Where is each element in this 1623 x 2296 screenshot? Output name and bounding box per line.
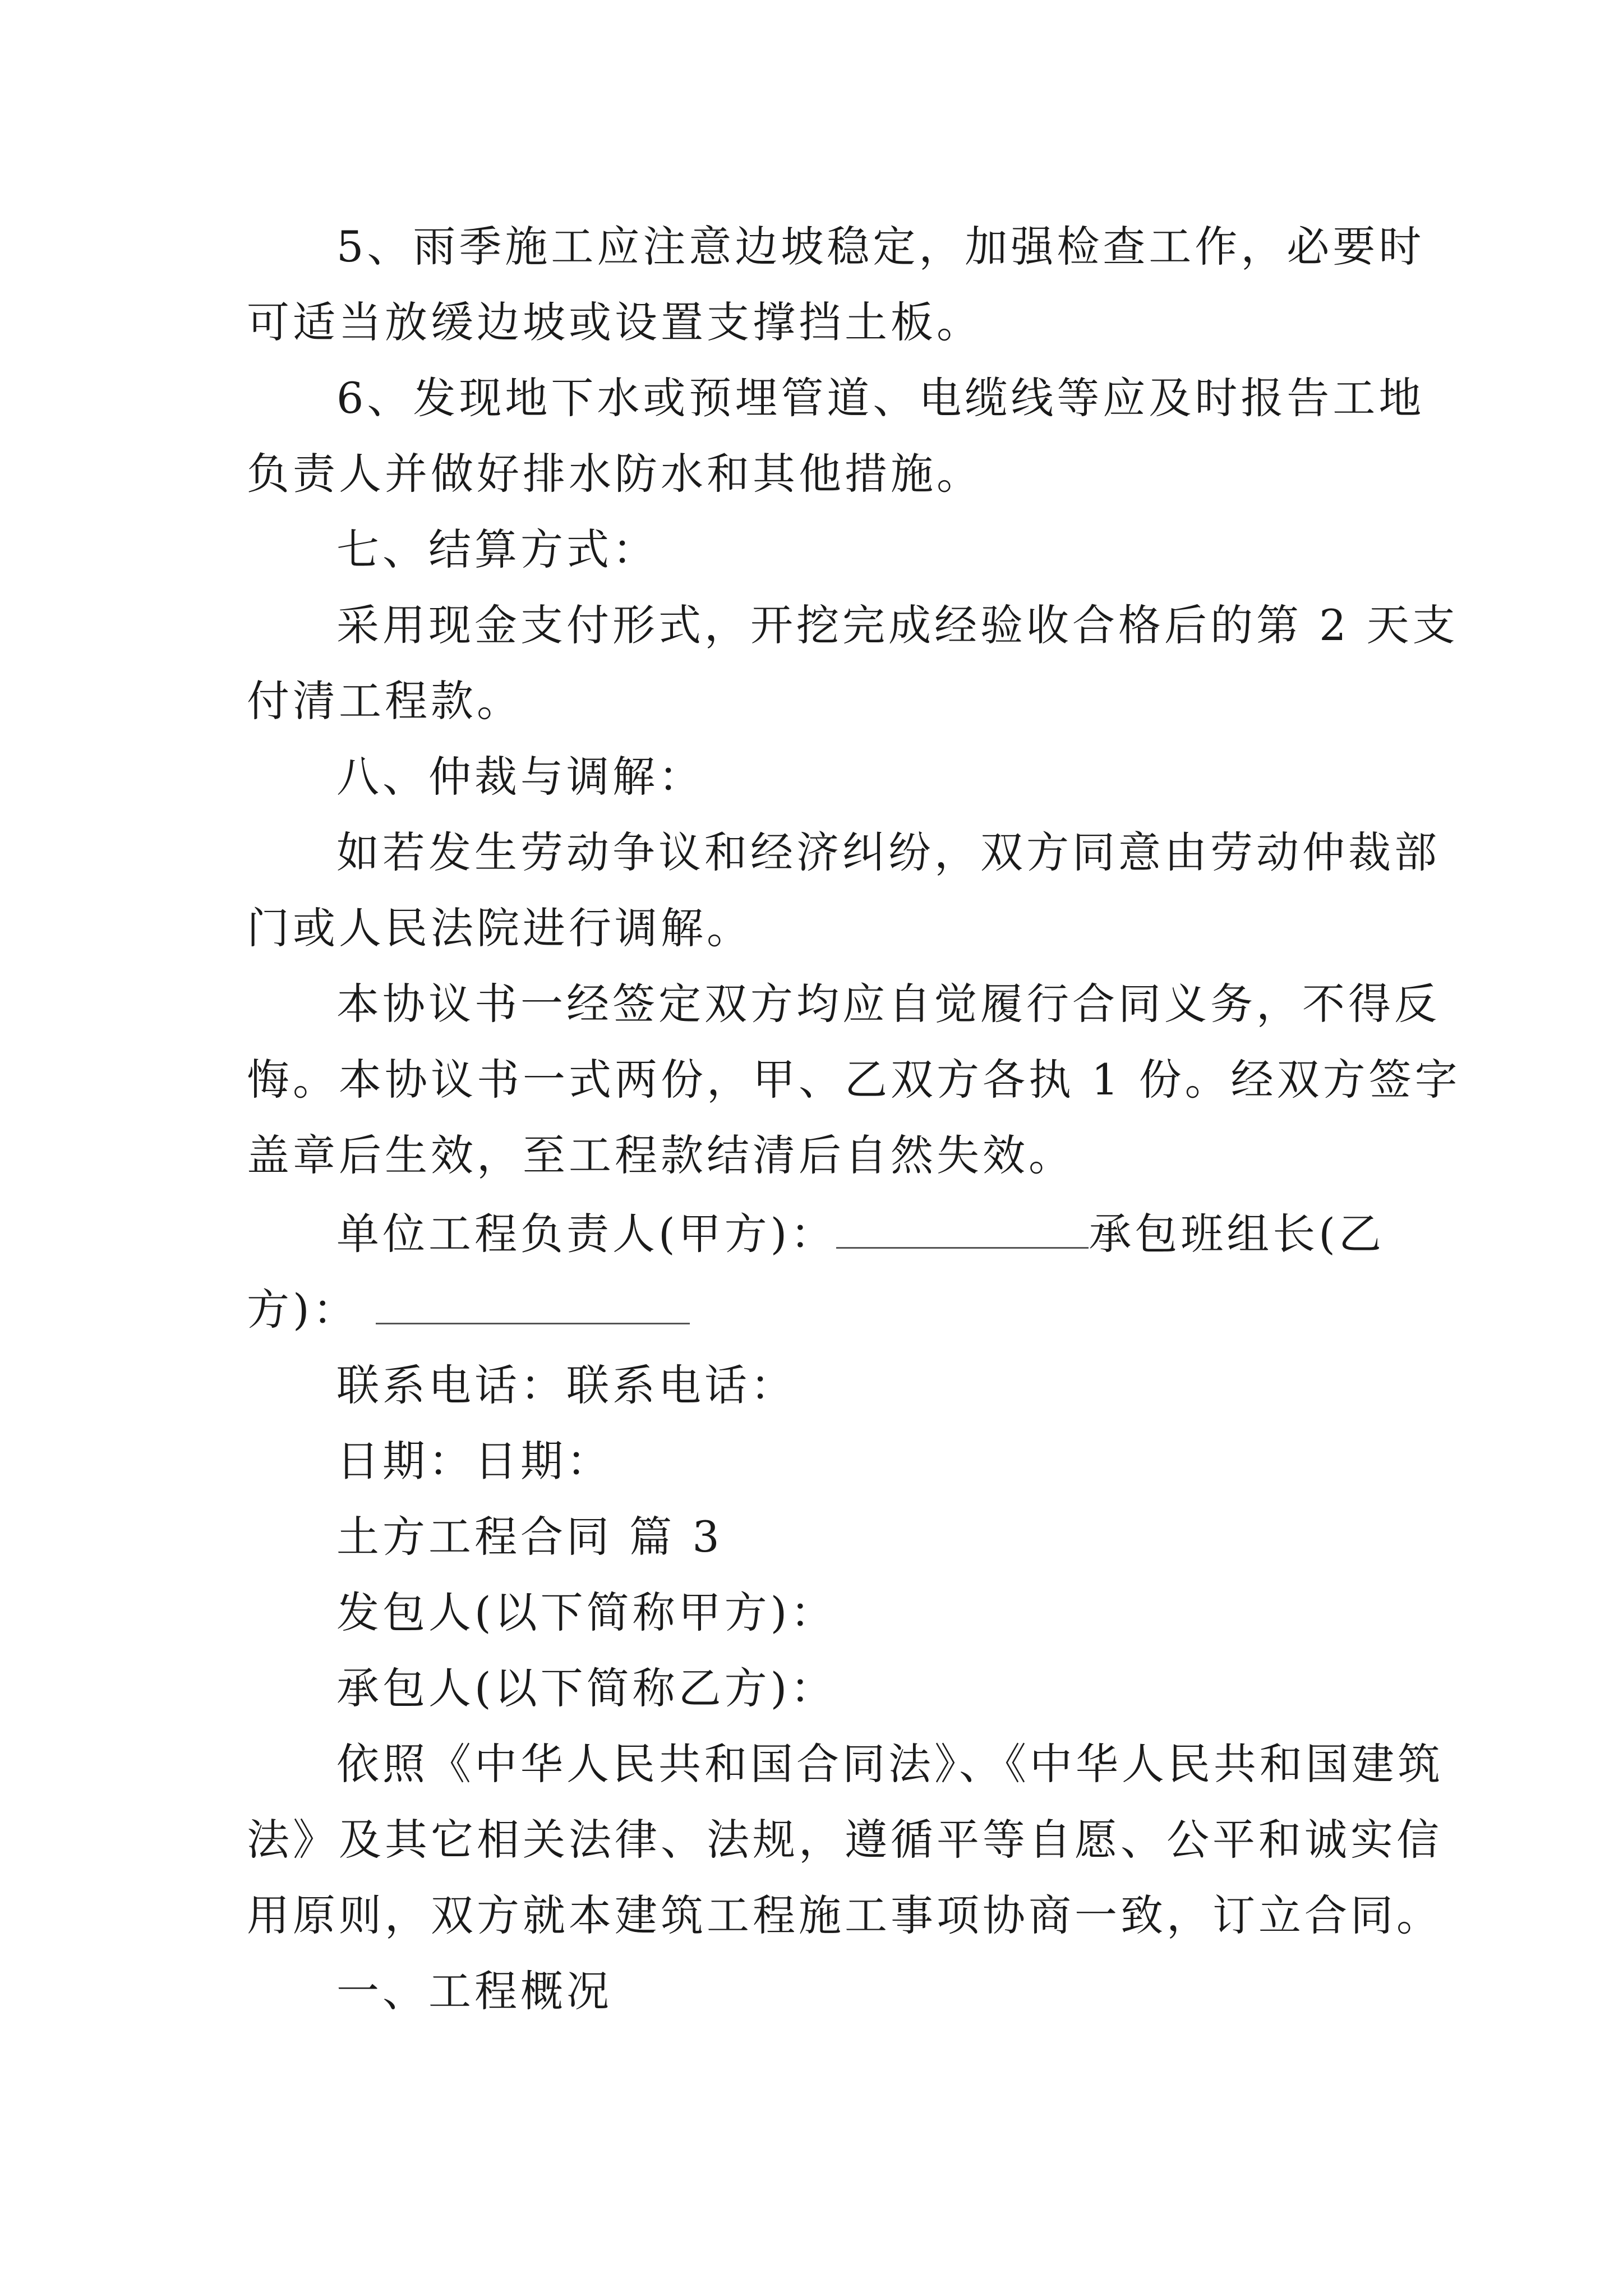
contract-title: 土方工程合同 篇 3	[336, 1512, 723, 1562]
paragraph-line: 付清工程款。	[247, 676, 523, 726]
signature-line-party-b	[247, 1282, 690, 1338]
paragraph-line: 采用现金支付形式，开挖完成经验收合格后的第 2 天支	[336, 600, 1459, 650]
paragraph-line: 负责人并做好排水防水和其他措施。	[247, 449, 983, 499]
contractor-line: 承包人(以下简称乙方)：	[336, 1663, 837, 1713]
section-heading-project-overview: 一、工程概况	[336, 1966, 612, 2016]
paragraph-line: 可适当放缓边坡或设置支撑挡土板。	[247, 297, 983, 347]
employer-line: 发包人(以下简称甲方)：	[336, 1588, 837, 1637]
paragraph-line: 5、雨季施工应注意边坡稳定，加强检查工作，必要时	[336, 222, 1425, 272]
paragraph-line: 用原则，双方就本建筑工程施工事项协商一致，订立合同。	[247, 1890, 1442, 1940]
paragraph-line: 6、发现地下水或预埋管道、电缆线等应及时报告工地	[336, 373, 1425, 423]
party-b-label: 承包班组长(乙	[1089, 1209, 1385, 1259]
section-heading-arbitration: 八、仲裁与调解：	[336, 752, 704, 802]
paragraph-line: 门或人民法院进行调解。	[247, 903, 753, 953]
party-b-signature-blank[interactable]	[376, 1283, 690, 1324]
paragraph-line: 如若发生劳动争议和经济纠纷，双方同意由劳动仲裁部	[336, 827, 1440, 877]
party-a-label: 单位工程负责人(甲方)：	[336, 1209, 837, 1259]
paragraph-line: 悔。本协议书一式两份，甲、乙双方各执 1 份。经双方签字	[247, 1055, 1461, 1105]
paragraph-line: 依照《中华人民共和国合同法》、《中华人民共和国建筑	[336, 1739, 1444, 1789]
section-heading-settlement: 七、结算方式：	[336, 524, 658, 574]
party-b-label-continued: 方)：	[247, 1285, 359, 1335]
paragraph-line: 本协议书一经签定双方均应自觉履行合同义务，不得反	[336, 979, 1440, 1029]
signature-line-party-a	[336, 1206, 1385, 1262]
contact-phone-line: 联系电话：联系电话：	[336, 1360, 796, 1410]
paragraph-line: 法》及其它相关法律、法规，遵循平等自愿、公平和诚实信	[247, 1815, 1442, 1865]
party-a-signature-blank[interactable]	[836, 1208, 1089, 1249]
date-line: 日期：日期：	[336, 1436, 612, 1486]
paragraph-line: 盖章后生效，至工程款结清后自然失效。	[247, 1130, 1075, 1180]
